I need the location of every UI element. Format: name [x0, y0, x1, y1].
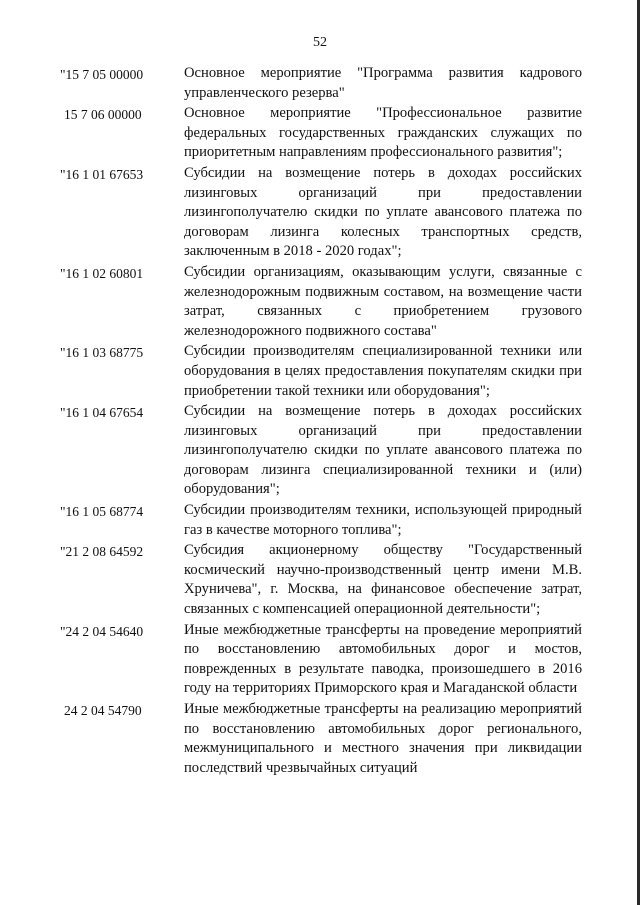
- code-description: Субсидии на возмещение потерь в доходах российских лизинговых организаций при предоставлении лизингополучателю скидки по уплате авансового платежа по договорам лизинга специализированной техники и (или) оборудования";: [184, 403, 582, 498]
- budget-code-list: [60, 64, 582, 779]
- list-item: [60, 64, 582, 103]
- list-item: [60, 402, 582, 500]
- classification-code: 24 2 04 54790: [64, 703, 142, 718]
- list-item: [60, 501, 582, 540]
- code-description: Субсидии производителям специализированной техники или оборудования в целях предоставления покупателям скидки при приобретении такой техники или оборудования";: [184, 343, 582, 399]
- list-item: [60, 541, 582, 619]
- code-description: Субсидии организациям, оказывающим услуги, связанные с железнодорожным подвижным составом, на возмещение части затрат, связанных с приобретением грузового железнодорожного подвижного состава": [184, 263, 582, 339]
- classification-code: "15 7 05 00000: [60, 67, 144, 82]
- classification-code: 15 7 06 00000: [64, 107, 142, 123]
- classification-code: "16 1 04 67654: [60, 405, 144, 421]
- list-item: [60, 700, 582, 778]
- classification-code: "16 1 02 60801: [60, 265, 144, 281]
- page-number: 52: [313, 35, 327, 50]
- classification-code: "16 1 01 67653: [60, 166, 144, 182]
- list-item: [60, 342, 582, 401]
- classification-code: "24 2 04 54640: [60, 623, 144, 639]
- code-description: Иные межбюджетные трансферты на проведение мероприятий по восстановлению автомобильных дорог и мостов, поврежденных в результате паводка, произошедшего в 2016 году на территориях Приморского края и Магаданской области: [184, 621, 582, 697]
- list-item: [60, 104, 582, 163]
- classification-code: "16 1 05 68774: [60, 504, 144, 520]
- list-item: [60, 263, 582, 341]
- code-description: Субсидия акционерному обществу "Государственный космический научно-производственный центр имени М.В. Хруничева", г. Москва, на финансовое обеспечение затрат, связанных с компенсацией операционной деятельности";: [184, 542, 582, 618]
- classification-code: "21 2 08 64592: [60, 544, 144, 560]
- classification-code: "16 1 03 68775: [60, 345, 144, 361]
- code-description: Основное мероприятие "Профессиональное развитие федеральных государственных гражданских служащих по приоритетным направлениям профессионального развития";: [184, 105, 582, 161]
- code-description: Основное мероприятие "Программа развития кадрового управленческого резерва": [184, 65, 582, 101]
- code-description: Иные межбюджетные трансферты на реализацию мероприятий по восстановлению автомобильных дорог регионального, межмуниципального и местного значения при ликвидации последствий чрезвычайных ситуаций: [184, 701, 582, 776]
- code-description: Субсидии на возмещение потерь в доходах российских лизинговых организаций при предоставлении лизингополучателю скидки по уплате авансового платежа по договорам лизинга колесных транспортных средств, заключенным в 2018 - 2020 годах";: [184, 164, 582, 260]
- code-description: Субсидии производителям техники, использующей природный газ в качестве моторного топлива";: [184, 502, 582, 538]
- list-item: [60, 164, 582, 262]
- list-item: [60, 621, 582, 699]
